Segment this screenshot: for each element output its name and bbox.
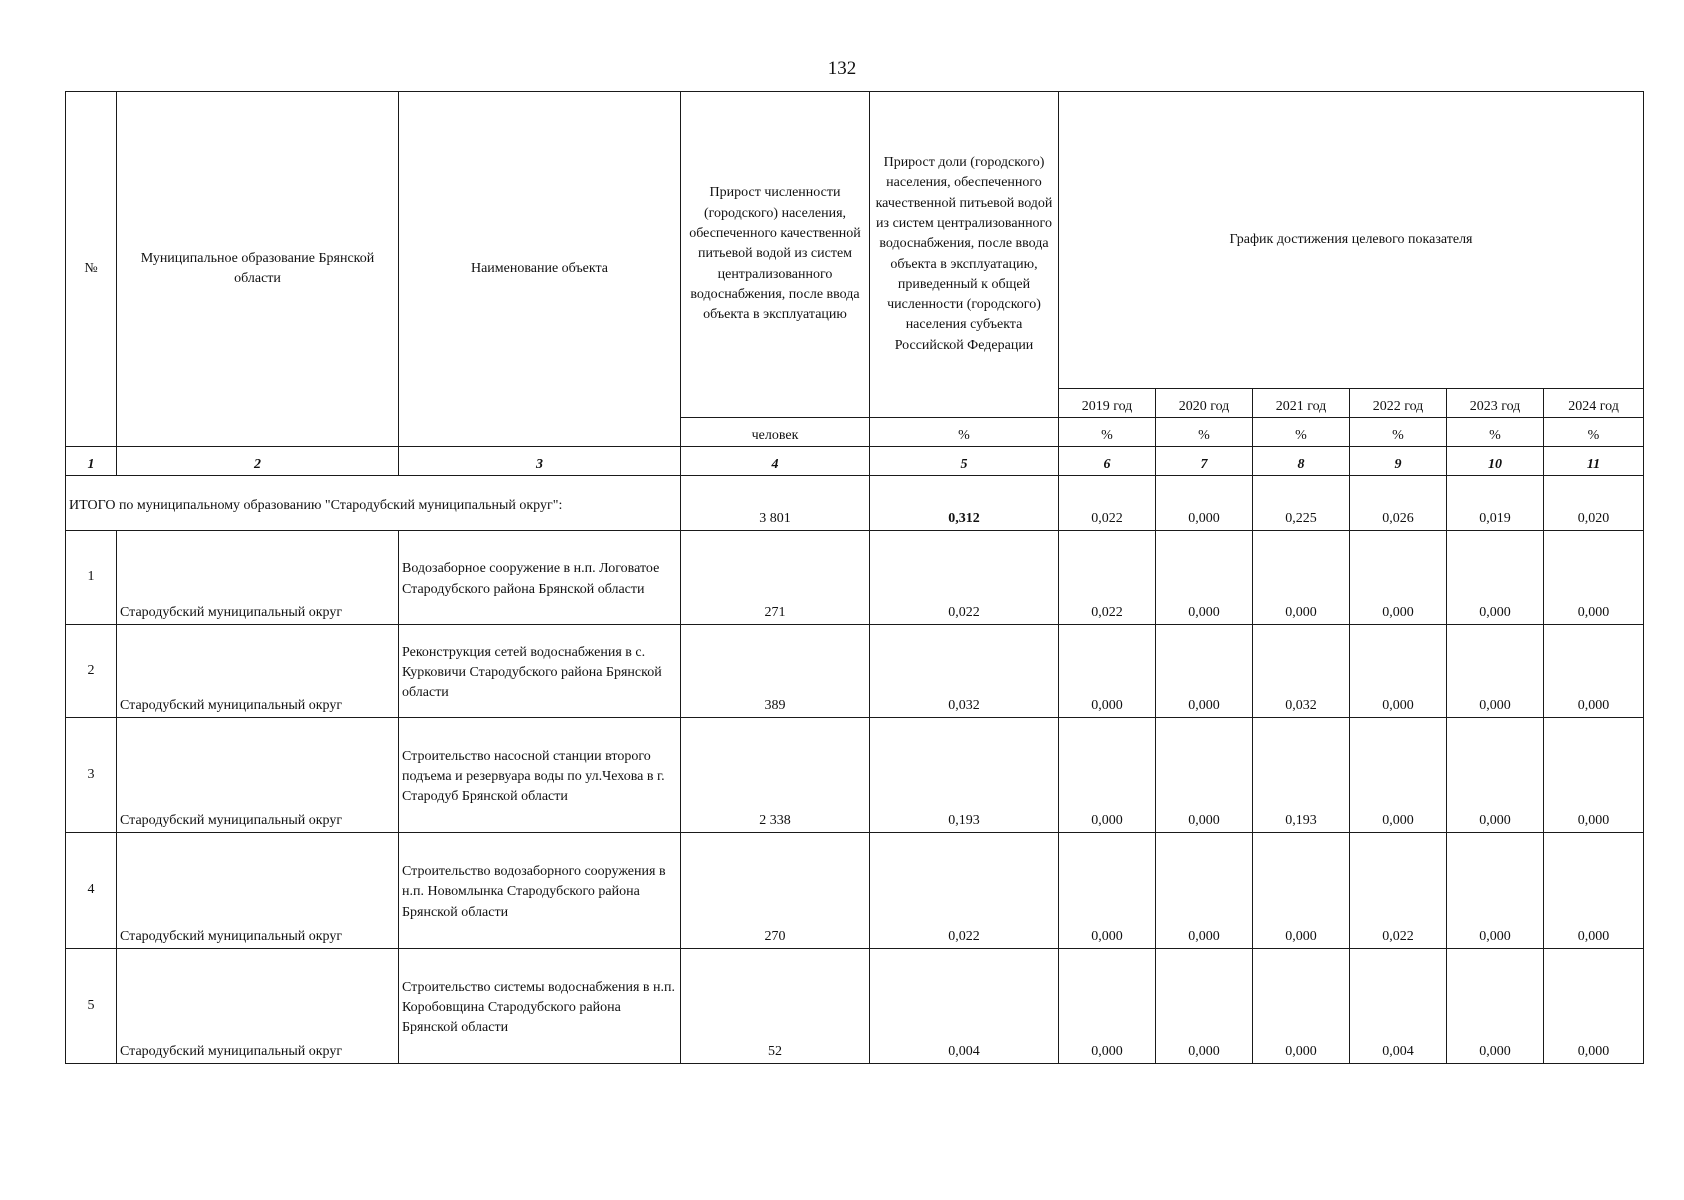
row-share: 0,022	[870, 833, 1059, 949]
row-year-value: 0,000	[1156, 949, 1253, 1064]
total-row	[66, 476, 1644, 531]
row-number: 3	[66, 718, 117, 833]
row-year-value: 0,004	[1350, 949, 1447, 1064]
row-number: 5	[66, 949, 117, 1064]
column-number: 11	[1544, 447, 1644, 476]
unit-percent: %	[1059, 418, 1156, 447]
row-population: 270	[681, 833, 870, 949]
row-object: Реконструкция сетей водоснабжения в с. Курковичи Стародубского района Брянской области	[399, 625, 681, 718]
header-year-2024: 2024 год	[1544, 389, 1644, 418]
row-year-value: 0,000	[1544, 833, 1644, 949]
row-year-value: 0,000	[1156, 625, 1253, 718]
row-year-value: 0,000	[1447, 718, 1544, 833]
row-population: 2 338	[681, 718, 870, 833]
row-year-value: 0,022	[1059, 531, 1156, 625]
row-year-value: 0,000	[1447, 625, 1544, 718]
header-year-2021: 2021 год	[1253, 389, 1350, 418]
total-year-value: 0,019	[1447, 476, 1544, 531]
total-label: ИТОГО по муниципальному образованию "Стародубский муниципальный округ":	[66, 476, 681, 531]
row-year-value: 0,000	[1253, 531, 1350, 625]
row-year-value: 0,000	[1156, 833, 1253, 949]
column-number: 7	[1156, 447, 1253, 476]
total-year-value: 0,022	[1059, 476, 1156, 531]
column-number: 9	[1350, 447, 1447, 476]
row-year-value: 0,000	[1544, 531, 1644, 625]
header-object: Наименование объекта	[399, 92, 681, 447]
row-share: 0,022	[870, 531, 1059, 625]
row-year-value: 0,000	[1544, 625, 1644, 718]
column-number: 2	[117, 447, 399, 476]
row-year-value: 0,000	[1059, 625, 1156, 718]
header-year-2023: 2023 год	[1447, 389, 1544, 418]
row-object: Строительство системы водоснабжения в н.п. Коробовщина Стародубского района Брянской области	[399, 949, 681, 1064]
table-row	[66, 833, 1644, 949]
table-row	[66, 718, 1644, 833]
row-object: Водозаборное сооружение в н.п. Логоватое Стародубского района Брянской области	[399, 531, 681, 625]
unit-percent: %	[870, 418, 1059, 447]
unit-percent: %	[1350, 418, 1447, 447]
row-year-value: 0,000	[1156, 718, 1253, 833]
column-number: 4	[681, 447, 870, 476]
row-municipality: Стародубский муниципальный округ	[117, 531, 399, 625]
indicator-table	[65, 91, 1644, 1064]
total-year-value: 0,026	[1350, 476, 1447, 531]
row-year-value: 0,000	[1447, 833, 1544, 949]
row-year-value: 0,000	[1156, 531, 1253, 625]
row-object: Строительство насосной станции второго подъема и резервуара воды по ул.Чехова в г. Стародуб Брянской области	[399, 718, 681, 833]
row-year-value: 0,000	[1350, 625, 1447, 718]
total-year-value: 0,225	[1253, 476, 1350, 531]
header-schedule: График достижения целевого показателя	[1059, 92, 1644, 389]
header-year-2019: 2019 год	[1059, 389, 1156, 418]
column-number: 6	[1059, 447, 1156, 476]
header-year-2022: 2022 год	[1350, 389, 1447, 418]
row-number: 2	[66, 625, 117, 718]
row-share: 0,032	[870, 625, 1059, 718]
row-year-value: 0,000	[1447, 531, 1544, 625]
row-object: Строительство водозаборного сооружения в н.п. Новомлынка Стародубского района Брянской области	[399, 833, 681, 949]
header-no: №	[66, 92, 117, 447]
row-year-value: 0,032	[1253, 625, 1350, 718]
row-year-value: 0,000	[1059, 949, 1156, 1064]
row-population: 52	[681, 949, 870, 1064]
column-number: 8	[1253, 447, 1350, 476]
column-number: 1	[66, 447, 117, 476]
unit-percent: %	[1447, 418, 1544, 447]
row-share: 0,004	[870, 949, 1059, 1064]
row-year-value: 0,193	[1253, 718, 1350, 833]
total-year-value: 0,020	[1544, 476, 1644, 531]
column-number: 10	[1447, 447, 1544, 476]
row-number: 1	[66, 531, 117, 625]
unit-percent: %	[1253, 418, 1350, 447]
row-municipality: Стародубский муниципальный округ	[117, 833, 399, 949]
header-municipality: Муниципальное образование Брянской области	[117, 92, 399, 447]
header-year-2020: 2020 год	[1156, 389, 1253, 418]
row-municipality: Стародубский муниципальный округ	[117, 625, 399, 718]
row-year-value: 0,022	[1350, 833, 1447, 949]
row-year-value: 0,000	[1350, 531, 1447, 625]
header-growth-population: Прирост численности (городского) населения, обеспеченного качественной питьевой водой из систем централизованного водоснабжения, после ввода объекта в эксплуатацию	[681, 92, 870, 418]
row-year-value: 0,000	[1253, 833, 1350, 949]
row-year-value: 0,000	[1253, 949, 1350, 1064]
row-municipality: Стародубский муниципальный округ	[117, 949, 399, 1064]
header-growth-share: Прирост доли (городского) населения, обеспеченного качественной питьевой водой из систем централизованного водоснабжения, после ввода объекта в эксплуатацию, приведенный к общей численности (городского) населения субъекта Российской Федерации	[870, 92, 1059, 418]
unit-percent: %	[1156, 418, 1253, 447]
table-row	[66, 531, 1644, 625]
row-number: 4	[66, 833, 117, 949]
total-year-value: 0,000	[1156, 476, 1253, 531]
column-number: 5	[870, 447, 1059, 476]
row-year-value: 0,000	[1059, 718, 1156, 833]
unit-percent: %	[1544, 418, 1644, 447]
table-row	[66, 625, 1644, 718]
total-share: 0,312	[870, 476, 1059, 531]
row-population: 271	[681, 531, 870, 625]
column-number: 3	[399, 447, 681, 476]
table-row	[66, 949, 1644, 1064]
page-number: 132	[827, 58, 857, 79]
row-share: 0,193	[870, 718, 1059, 833]
row-year-value: 0,000	[1350, 718, 1447, 833]
total-population: 3 801	[681, 476, 870, 531]
unit-people: человек	[681, 418, 870, 447]
row-year-value: 0,000	[1447, 949, 1544, 1064]
row-year-value: 0,000	[1544, 718, 1644, 833]
row-year-value: 0,000	[1544, 949, 1644, 1064]
row-year-value: 0,000	[1059, 833, 1156, 949]
row-municipality: Стародубский муниципальный округ	[117, 718, 399, 833]
row-population: 389	[681, 625, 870, 718]
